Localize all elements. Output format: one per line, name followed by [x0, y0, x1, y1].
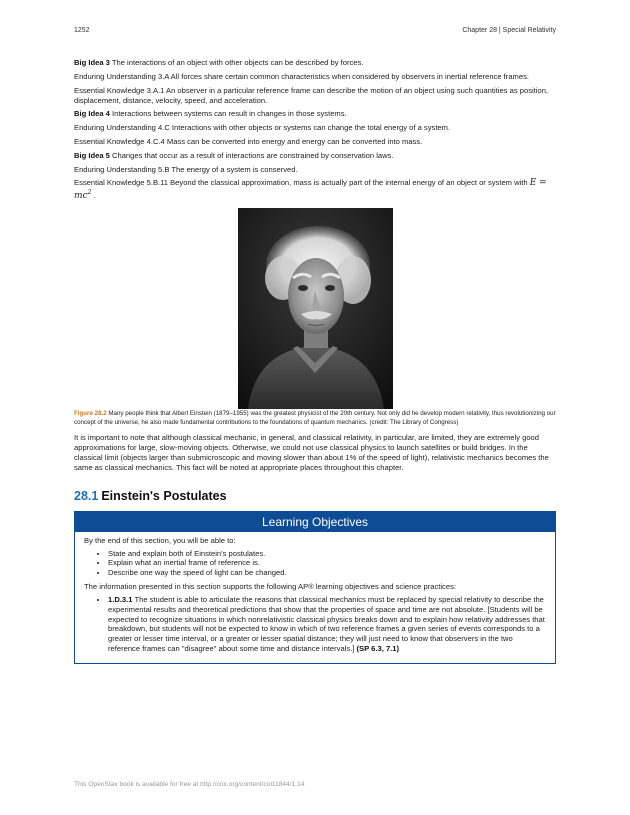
body-paragraph: It is important to note that although classical mechanic, in general, and classical relativity, in particular, are limited, they are extremely good approximations for large, slow-moving objects. Otherwise, we could not use classical physics to launch satellites or build bridges. In the classical limit (objects larger than submicroscopic and moving slower than about 1% of the speed of light), relativistic mechanics becomes the same as classical mechanics. This fact will be noted at appropriate places throughout this chapter. — [74, 432, 549, 472]
section-number: 28.1 — [74, 488, 99, 503]
key-idea-label: Big Idea 5 — [74, 150, 110, 160]
learning-objectives-title: Learning Objectives — [75, 512, 555, 532]
science-practice-code: (SP 6.3, 7.1) — [356, 643, 400, 653]
chapter-header: Chapter 28 | Special Relativity — [462, 27, 556, 34]
big-idea-5 — [74, 151, 556, 161]
enduring-understanding-5b — [74, 165, 556, 175]
key-idea-label: Big Idea 4 — [74, 109, 110, 119]
key-idea-text: Enduring Understanding 5.B The energy of a system is conserved. — [74, 164, 298, 174]
figure-caption: Figure 28.2 Many people think that Albert Einstein (1879–1955) was the greatest physicist of the 20th century. Not only did he develop modern relativity, thus revolutionizing our concept of the universe, he also made fundamental contributions to the foundations of quantum mechanics. (credit: The Library of Congress) — [74, 410, 556, 426]
section-title: Einstein's Postulates — [101, 488, 227, 503]
key-idea-text: Essential Knowledge 4.C.4 Mass can be converted into energy and energy can be converted into mass. — [74, 136, 423, 146]
learning-objectives-intro: By the end of this section, you will be able to: — [84, 535, 236, 545]
footer-note: This OpenStax book is available for free at http://cnx.org/content/col11844/1.14 — [74, 781, 305, 788]
learning-objectives-list — [84, 549, 546, 578]
key-idea-text: Essential Knowledge 3.A.1 An observer in a particular reference frame can describe the motion of an object using such quantities as position, displacement, distance, velocity, speed, and acceleration. — [74, 85, 549, 105]
list-item: • State and explain both of Einstein's postulates. — [108, 549, 546, 559]
key-idea-text: Enduring Understanding 3.A All forces share certain common characteristics when considered by observers in inertial reference frames. — [74, 71, 530, 81]
enduring-understanding-4c — [74, 123, 556, 133]
einstein-portrait-photo — [238, 208, 393, 409]
page-number: 1252 — [74, 27, 90, 34]
mass-energy-equation: $E = mc^2$ — [74, 178, 547, 202]
key-idea-text: Enduring Understanding 4.C Interactions with other objects or systems can change the total energy of a system. — [74, 123, 451, 133]
figure-label: Figure 28.2 — [74, 410, 107, 418]
enduring-understanding-3a — [74, 72, 556, 82]
big-idea-4 — [74, 109, 556, 119]
ap-objectives-list — [84, 595, 546, 654]
key-idea-label: Big Idea 3 — [74, 58, 110, 67]
list-item: • Explain what an inertial frame of reference is. — [108, 558, 546, 568]
list-item: • Describe one way the speed of light can be changed. — [108, 568, 546, 578]
key-idea-text: Changes that occur as a result of interactions are constrained by conservation laws. — [109, 150, 394, 160]
essential-knowledge-3a1 — [74, 86, 556, 106]
ap-objective-item: • 1.D.3.1 The student is able to articulate the reasons that classical mechanics must be replaced by special relativity to describe the experimental results and theoretical predictions that show that the properties of space and time are not absolute. [Students will be expected to recognize situations in which nonrelativistic classical physics breaks down and to explain how relativity addresses that breakdown, but students will not be expected to know in which of two reference frames a given series of events corresponds to a greater or lesser time interval, or a greater or lesser spatial distance; they will just need to know that observers in the two reference frames can "disagree" about some time and distance intervals.] (SP 6.3, 7.1) — [108, 595, 546, 654]
big-idea-3 — [74, 58, 556, 68]
page-content — [74, 58, 556, 664]
learning-objectives-box — [74, 511, 556, 664]
key-idea-text: Essential Knowledge 5.B.11 Beyond the classical approximation, mass is actually part of the internal energy of an object or system with — [74, 178, 530, 188]
essential-knowledge-5b11: Essential Knowledge 5.B.11 Beyond the classical approximation, mass is actually part of the internal energy of an object or system with $E = mc^2$ . — [74, 178, 547, 202]
ap-objectives-intro: The information presented in this section supports the following AP® learning objectives and science practices: — [84, 581, 456, 591]
ap-objective-code: 1.D.3.1 — [108, 594, 133, 604]
key-idea-text: Interactions between systems can result in changes in those systems. — [109, 109, 347, 119]
essential-knowledge-4c4 — [74, 137, 556, 147]
section-heading — [74, 489, 556, 503]
figure — [74, 208, 556, 409]
key-idea-text: The interactions of an object with other objects can be described by forces. — [109, 58, 364, 67]
